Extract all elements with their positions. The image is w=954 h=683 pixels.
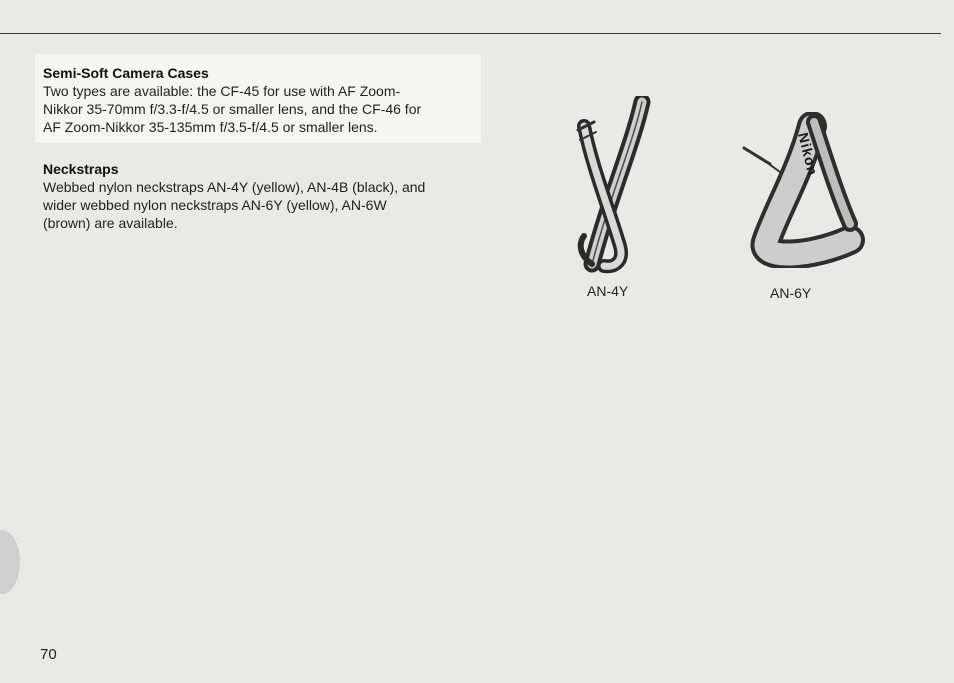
semi-soft-cases-line: Nikkor 35-70mm f/3.3-f/4.5 or smaller lens, and the CF-46 for bbox=[43, 101, 422, 117]
page-number: 70 bbox=[40, 646, 57, 663]
an-4y-strap-image bbox=[570, 96, 670, 276]
neckstraps-line: wider webbed nylon neckstraps AN-6Y (yellow), AN-6W bbox=[43, 197, 387, 213]
neckstraps-line: Webbed nylon neckstraps AN-4Y (yellow), AN-4B (black), and bbox=[43, 179, 426, 195]
semi-soft-cases-line: Two types are available: the CF-45 for use with AF Zoom- bbox=[43, 83, 401, 99]
an-6y-caption: AN-6Y bbox=[770, 285, 812, 301]
top-rule bbox=[0, 33, 941, 34]
neckstraps-line: (brown) are available. bbox=[43, 215, 178, 231]
semi-soft-cases-line: AF Zoom-Nikkor 35-135mm f/3.5-f/4.5 or smaller lens. bbox=[43, 119, 378, 135]
an-6y-strap-image bbox=[740, 112, 870, 268]
neckstraps-section bbox=[43, 161, 483, 232]
semi-soft-cases-section bbox=[35, 54, 481, 143]
neckstraps-heading: Neckstraps bbox=[43, 161, 119, 177]
an-6y-strap-print: Nikon bbox=[795, 130, 822, 178]
page-edge-tab bbox=[0, 530, 20, 594]
an-4y-caption: AN-4Y bbox=[587, 283, 629, 299]
semi-soft-cases-heading: Semi-Soft Camera Cases bbox=[43, 65, 209, 81]
